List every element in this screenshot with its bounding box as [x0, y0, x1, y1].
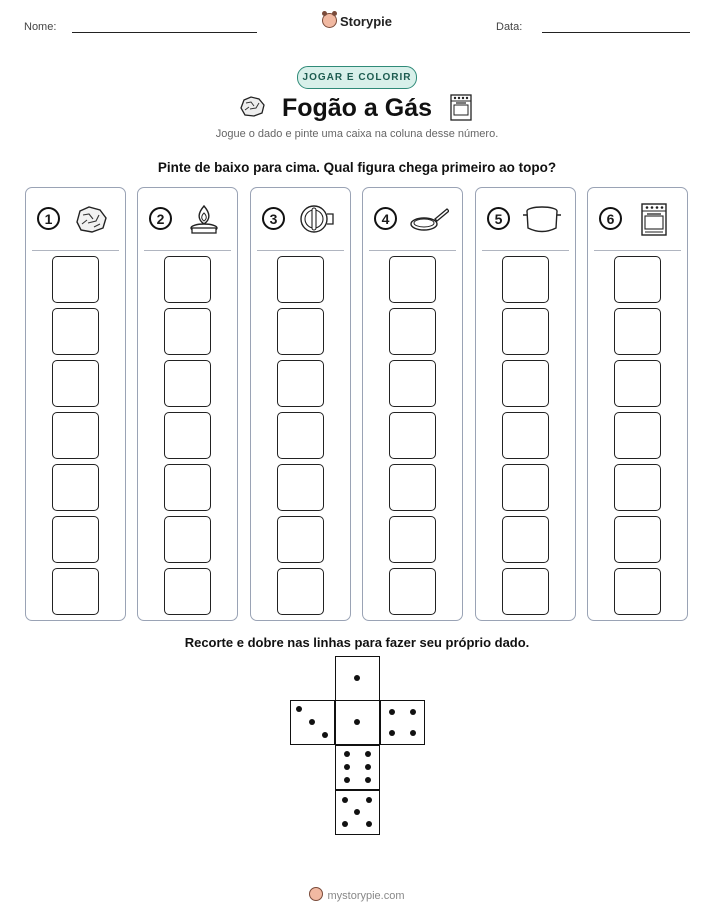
page-title: Fogão a Gás	[281, 94, 433, 122]
bear-logo-icon	[322, 13, 337, 28]
die-pip	[296, 706, 302, 712]
die-face	[335, 745, 380, 790]
die-face	[290, 700, 335, 745]
die-pip	[354, 809, 360, 815]
column-2	[137, 187, 238, 621]
column-divider	[257, 250, 344, 251]
color-box[interactable]	[164, 412, 211, 459]
die-pip	[410, 730, 416, 736]
footer-url: mystorypie.com	[327, 890, 405, 902]
column-divider	[482, 250, 569, 251]
footer	[0, 887, 714, 902]
stove-knob-icon	[297, 202, 337, 236]
die-pip	[342, 821, 348, 827]
column-divider	[144, 250, 231, 251]
color-box[interactable]	[614, 360, 661, 407]
column-6	[587, 187, 688, 621]
color-box[interactable]	[52, 412, 99, 459]
color-box[interactable]	[164, 516, 211, 563]
color-box[interactable]	[164, 360, 211, 407]
die-pip	[344, 764, 350, 770]
color-box[interactable]	[277, 568, 324, 615]
color-box[interactable]	[389, 568, 436, 615]
color-box[interactable]	[52, 568, 99, 615]
coal-icon	[72, 202, 112, 236]
name-line[interactable]	[72, 32, 257, 33]
column-number: 2	[149, 207, 172, 230]
die-pip	[342, 797, 348, 803]
column-number: 6	[599, 207, 622, 230]
color-box[interactable]	[389, 256, 436, 303]
die-face	[380, 700, 425, 745]
column-number: 5	[487, 207, 510, 230]
die-pip	[366, 797, 372, 803]
color-box[interactable]	[164, 308, 211, 355]
color-box[interactable]	[52, 360, 99, 407]
color-box[interactable]	[502, 308, 549, 355]
die-pip	[366, 821, 372, 827]
color-box[interactable]	[614, 464, 661, 511]
column-1	[25, 187, 126, 621]
die-pip	[354, 675, 360, 681]
die-pip	[354, 719, 360, 725]
die-pip	[389, 709, 395, 715]
die-pip	[322, 732, 328, 738]
gas-stove-icon	[634, 202, 674, 236]
date-label: Data:	[496, 21, 523, 33]
color-box[interactable]	[614, 412, 661, 459]
gas-burner-flame-icon	[184, 202, 224, 236]
color-box[interactable]	[389, 464, 436, 511]
die-face	[335, 790, 380, 835]
column-number: 3	[262, 207, 285, 230]
color-box[interactable]	[52, 256, 99, 303]
color-box[interactable]	[614, 516, 661, 563]
brand-logo	[0, 13, 714, 29]
color-box[interactable]	[277, 516, 324, 563]
column-number: 1	[37, 207, 60, 230]
subtitle: Jogue o dado e pinte uma caixa na coluna desse número.	[215, 128, 499, 140]
color-box[interactable]	[277, 412, 324, 459]
color-box[interactable]	[614, 256, 661, 303]
color-box[interactable]	[389, 308, 436, 355]
activity-badge: JOGAR E COLORIR	[297, 66, 417, 89]
die-pip	[344, 751, 350, 757]
gas-stove-icon	[449, 92, 473, 122]
color-box[interactable]	[502, 256, 549, 303]
die-pip	[344, 777, 350, 783]
column-divider	[369, 250, 456, 251]
column-4	[362, 187, 463, 621]
color-box[interactable]	[389, 360, 436, 407]
frying-pan-icon	[409, 202, 449, 236]
column-number: 4	[374, 207, 397, 230]
color-box[interactable]	[277, 308, 324, 355]
die-pip	[309, 719, 315, 725]
color-box[interactable]	[502, 516, 549, 563]
color-box[interactable]	[164, 568, 211, 615]
color-box[interactable]	[614, 568, 661, 615]
coloring-instruction: Pinte de baixo para cima. Qual figura chega primeiro ao topo?	[157, 160, 557, 175]
color-box[interactable]	[52, 308, 99, 355]
die-pip	[365, 764, 371, 770]
die-pip	[410, 709, 416, 715]
brand-name: Storypie	[339, 14, 392, 29]
color-box[interactable]	[164, 464, 211, 511]
column-divider	[594, 250, 681, 251]
die-face	[335, 656, 380, 701]
color-box[interactable]	[502, 412, 549, 459]
color-box[interactable]	[502, 360, 549, 407]
color-box[interactable]	[502, 568, 549, 615]
column-5	[475, 187, 576, 621]
column-3	[250, 187, 351, 621]
color-box[interactable]	[164, 256, 211, 303]
die-pip	[365, 777, 371, 783]
column-divider	[32, 250, 119, 251]
color-box[interactable]	[277, 464, 324, 511]
color-box[interactable]	[277, 256, 324, 303]
color-box[interactable]	[502, 464, 549, 511]
date-line[interactable]	[542, 32, 690, 33]
die-pip	[389, 730, 395, 736]
color-box[interactable]	[389, 516, 436, 563]
color-box[interactable]	[614, 308, 661, 355]
die-face	[335, 700, 380, 745]
color-box[interactable]	[389, 412, 436, 459]
die-instruction: Recorte e dobre nas linhas para fazer seu próprio dado.	[184, 635, 530, 650]
bear-logo-icon	[309, 887, 323, 901]
color-box[interactable]	[277, 360, 324, 407]
die-pip	[365, 751, 371, 757]
cooking-pot-icon	[522, 202, 562, 236]
name-label: Nome:	[24, 21, 57, 33]
color-box[interactable]	[52, 516, 99, 563]
color-box[interactable]	[52, 464, 99, 511]
